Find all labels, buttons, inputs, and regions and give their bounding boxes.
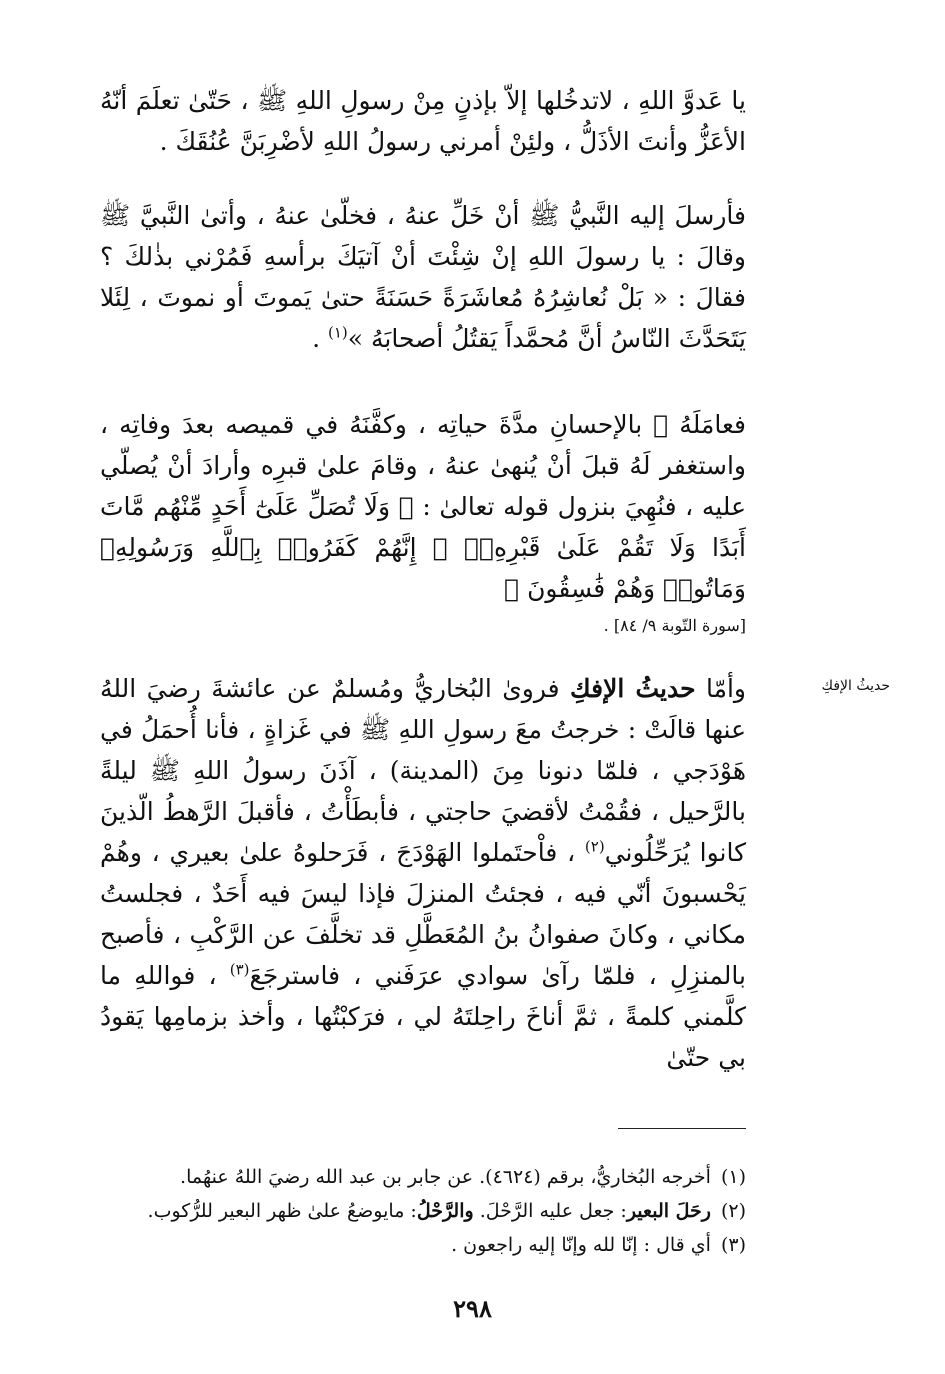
paragraph-2-text: فأرسلَ إليه النَّبيُّ ﷺ أنْ خَلِّ عنهُ ، فخلّىٰ عنهُ ، وأتىٰ النَّبيَّ ﷺ وقالَ : يا رسولَ اللهِ إنْ شِئْتَ أنْ آتيَكَ برأسهِ فَمُرْني بذٰلكَ ؟ فقالَ : « بَلْ نُعاشِرُهُ مُعاشَرَةً حَسَنَةً حتىٰ يَموتَ أو نموتَ ، لِئَلا يَتَحَدَّثَ النّاسُ أنَّ مُحمَّداً يَقتُلُ أصحابَهُ » <box>100 201 746 353</box>
footnote-2-number: (٢) <box>720 1200 746 1222</box>
footnote-2-term-1: رحَلَ البعير <box>626 1200 711 1222</box>
paragraph-3 <box>100 404 746 609</box>
footnote-divider <box>618 1128 746 1129</box>
hadith-text-1: فروىٰ البُخاريُّ ومُسلمٌ عن عائشةَ رضيَ اللهُ عنها قالَتْ : خرجتُ معَ رسولِ اللهِ ﷺ في غَزاةٍ ، فأنا أُحمَلُ في هَوْدَجي ، فلمّا دنونا مِنَ (المدينة) ، آذَنَ رسولُ اللهِ ﷺ ليلةً بالرَّحيل ، فقُمْتُ لأقضيَ حاجتي ، فأبطَأْتُ ، فأقبلَ الرَّهطُ الّذينَ كانوا يُرَحِّلُوني <box>100 674 746 867</box>
paragraph-2-tail: . <box>312 324 328 353</box>
footnote-marker-1[interactable]: (١) <box>327 323 348 342</box>
footnote-marker-3[interactable]: (٣) <box>229 960 250 979</box>
footnote-3 <box>100 1228 746 1262</box>
footnote-2-term-2: والرَّحْلُ <box>416 1200 474 1222</box>
footnote-marker-2[interactable]: (٢) <box>584 837 605 856</box>
footnote-2 <box>100 1194 746 1228</box>
page-number: ٢٩٨ <box>453 1294 492 1323</box>
quran-source-reference <box>100 614 746 638</box>
paragraph-1-text: يا عَدوَّ اللهِ ، لاتدخُلها إلاّ بإذنٍ مِنْ رسولِ اللهِ ﷺ ، حَتّىٰ تعلَمَ أنّهُ الأعَزُّ وأنتَ الأذَلُّ ، ولئِنْ أمرني رسولُ اللهِ لأضْرِبَنَّ عُنُقَكَ . <box>100 86 746 156</box>
footnote-1 <box>100 1160 746 1194</box>
footnote-3-number: (٣) <box>720 1234 746 1256</box>
footnote-2-text-2: : مايوضعُ علىٰ ظهر البعير للرُّكوب. <box>147 1200 417 1222</box>
paragraph-hadith-ifk <box>100 668 746 1078</box>
footnote-1-number: (١) <box>720 1166 746 1188</box>
hadith-text-2: ، فاْحتَملوا الهَوْدَجَ ، فَرَحلوهُ علىٰ بعيري ، وهُمْ يَحْسبونَ أنّي فيه ، فجئتُ المنزلَ فإذا ليسَ فيه أَحَدٌ ، فجلستُ مكاني ، وكانَ صفوانُ بنُ المُعَطَّلِ قد تخلَّفَ عن الرَّكْبِ ، فأصبح بالمنزِلِ ، فلمّا رآىٰ سوادي عرَفَني ، فاسترجَعَ <box>100 838 746 990</box>
footnote-2-text-1: : جعل عليه الرَّحْلَ. <box>473 1200 627 1222</box>
margin-note-ifk: حديثُ الإفكِ <box>821 678 890 694</box>
footnote-3-text: أي قال : إنّا لله وإنّا إليه راجعون . <box>451 1234 711 1256</box>
paragraph-3-text: فعامَلَهُ ﷺ بالإحسانِ مدَّةَ حياتِه ، وكفَّنَهُ في قميصه بعدَ وفاتِه ، واستغفر لَهُ قبلَ أنْ يُنهىٰ عنهُ ، وقامَ علىٰ قبرِه وأرادَ أنْ يُصلّي عليه ، فنُهِيَ بنزول قوله تعالىٰ : ﴿ وَلَا تُصَلِّ عَلَىٰٓ أَحَدٍ مِّنْهُم مَّاتَ أَبَدًا وَلَا تَقُمْ عَلَىٰ قَبْرِهِۦٓ ۖ إِنَّهُمْ كَفَرُوا۟ بِٱللَّهِ وَرَسُولِهِۦ وَمَاتُوا۟ وَهُمْ فَٰسِقُونَ ﴾ <box>100 410 746 603</box>
paragraph-2 <box>100 195 746 359</box>
footnotes-list <box>100 1160 746 1262</box>
hadith-text-3: ، فواللهِ ما كلَّمني كلمةً ، ثمَّ أناخَ راحِلتَهُ لي ، فرَكبْتُها ، وأخذ بزمامِها يَقودُ بي حتّىٰ <box>100 961 746 1072</box>
paragraph-1 <box>100 80 746 162</box>
hadith-lead: وأمّا <box>695 674 746 703</box>
source-reference-text: [سورة التّوبة ٩/ ٨٤] . <box>603 616 746 635</box>
footnote-1-text: أخرجه البُخاريُّ، برقم (٤٦٢٤). عن جابر بن عبد الله رضيَ اللهُ عنهُما. <box>180 1166 711 1188</box>
hadith-ifk-term: حديثُ الإفكِ <box>570 674 696 703</box>
